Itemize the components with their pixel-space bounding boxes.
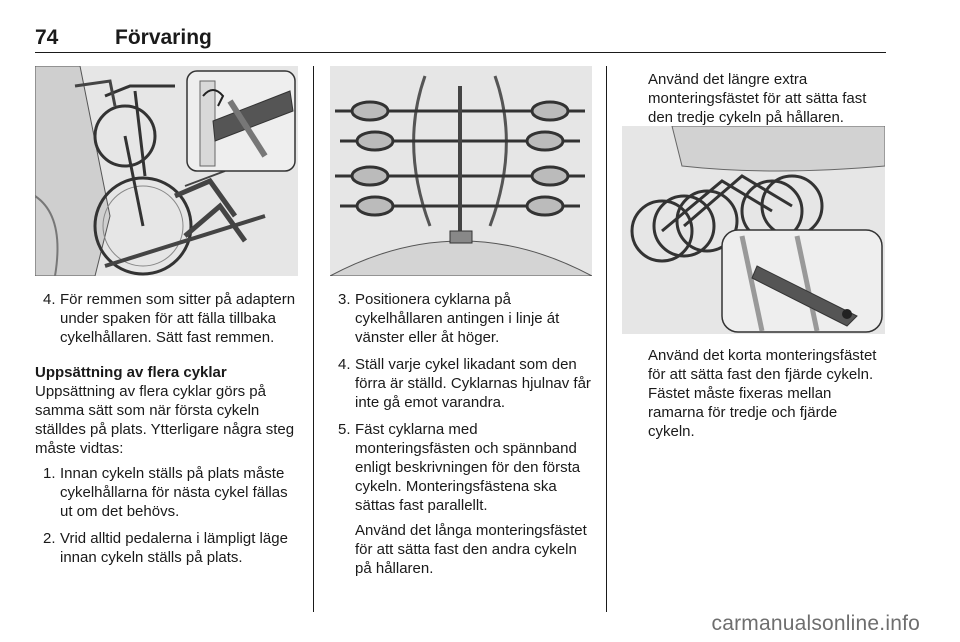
step-item bbox=[35, 464, 301, 521]
column-3-top-text bbox=[648, 70, 886, 139]
step-number: 4. bbox=[43, 291, 56, 308]
illustration-bikes-top-view bbox=[330, 66, 592, 276]
step-number: 3. bbox=[338, 291, 351, 308]
step-item bbox=[330, 290, 595, 347]
step-text: Vrid alltid pedalerna i lämpligt läge innan cykeln ställs på plats. bbox=[60, 530, 288, 566]
step-item bbox=[330, 355, 595, 412]
step-item bbox=[35, 290, 301, 347]
step-text: Innan cykeln ställs på plats måste cykelhållarna för nästa cykel fällas ut om det behövs. bbox=[60, 465, 288, 520]
column-1-text bbox=[35, 290, 301, 575]
step-item bbox=[330, 420, 595, 578]
step-text: Positionera cyklarna på cykelhållaren antingen i linje át vänster eller åt höger. bbox=[355, 291, 560, 346]
paragraph: Använd det längre extra monteringsfästet för att sätta fast den tredje cykeln på hållaren. bbox=[648, 71, 867, 126]
column-divider-2 bbox=[606, 66, 607, 612]
section-heading: Uppsättning av flera cyklar bbox=[35, 364, 227, 381]
step-list-column-1 bbox=[35, 464, 301, 567]
watermark: carmanualsonline.info bbox=[711, 612, 920, 635]
header-rule bbox=[35, 52, 886, 53]
paragraph: Använd det korta monteringsfästet för att sätta fast den fjärde cykeln. Fästet måste fixeras mellan ramarna för tredje och fjärde cykeln. bbox=[648, 347, 877, 440]
page-number: 74 bbox=[35, 26, 59, 49]
step-item bbox=[35, 529, 301, 567]
bikes-top-view-drawing bbox=[330, 66, 592, 276]
step-text: För remmen som sitter på adaptern under spaken för att fälla tillbaka cykelhållaren. Sätt fast remmen. bbox=[60, 291, 296, 346]
bike-carrier-drawing bbox=[35, 66, 298, 276]
step-list-column-2 bbox=[330, 290, 595, 578]
column-2-text bbox=[330, 290, 595, 586]
page-header bbox=[35, 26, 885, 52]
step-subtext: Använd det långa monteringsfästet för att sätta fast den andra cykeln på hållaren. bbox=[355, 522, 587, 577]
chapter-title: Förvaring bbox=[115, 26, 212, 49]
step-number: 1. bbox=[43, 465, 56, 482]
step-text: Ställ varje cykel likadant som den förra är ställd. Cyklarnas hjulnav får inte gå emot varandra. bbox=[355, 356, 591, 411]
illustration-bike-on-carrier bbox=[35, 66, 298, 276]
step-number: 4. bbox=[338, 356, 351, 373]
step-list-column-1-top bbox=[35, 290, 301, 347]
step-number: 5. bbox=[338, 421, 351, 438]
intro-paragraph: Uppsättning av flera cyklar görs på samma sätt som när första cykeln ställdes på plats. Ytterligare några steg måste vidtas: bbox=[35, 383, 295, 457]
step-number: 2. bbox=[43, 530, 56, 547]
illustration-bikes-side-view bbox=[622, 126, 885, 334]
step-text: Fäst cyklarna med monteringsfästen och spännband enligt beskrivningen för den första cykeln. Monteringsfästena ska sättas fast parallellt. bbox=[355, 421, 581, 514]
column-3-bottom-text bbox=[648, 346, 886, 453]
column-divider-1 bbox=[313, 66, 314, 612]
bikes-side-view-drawing bbox=[622, 126, 885, 334]
